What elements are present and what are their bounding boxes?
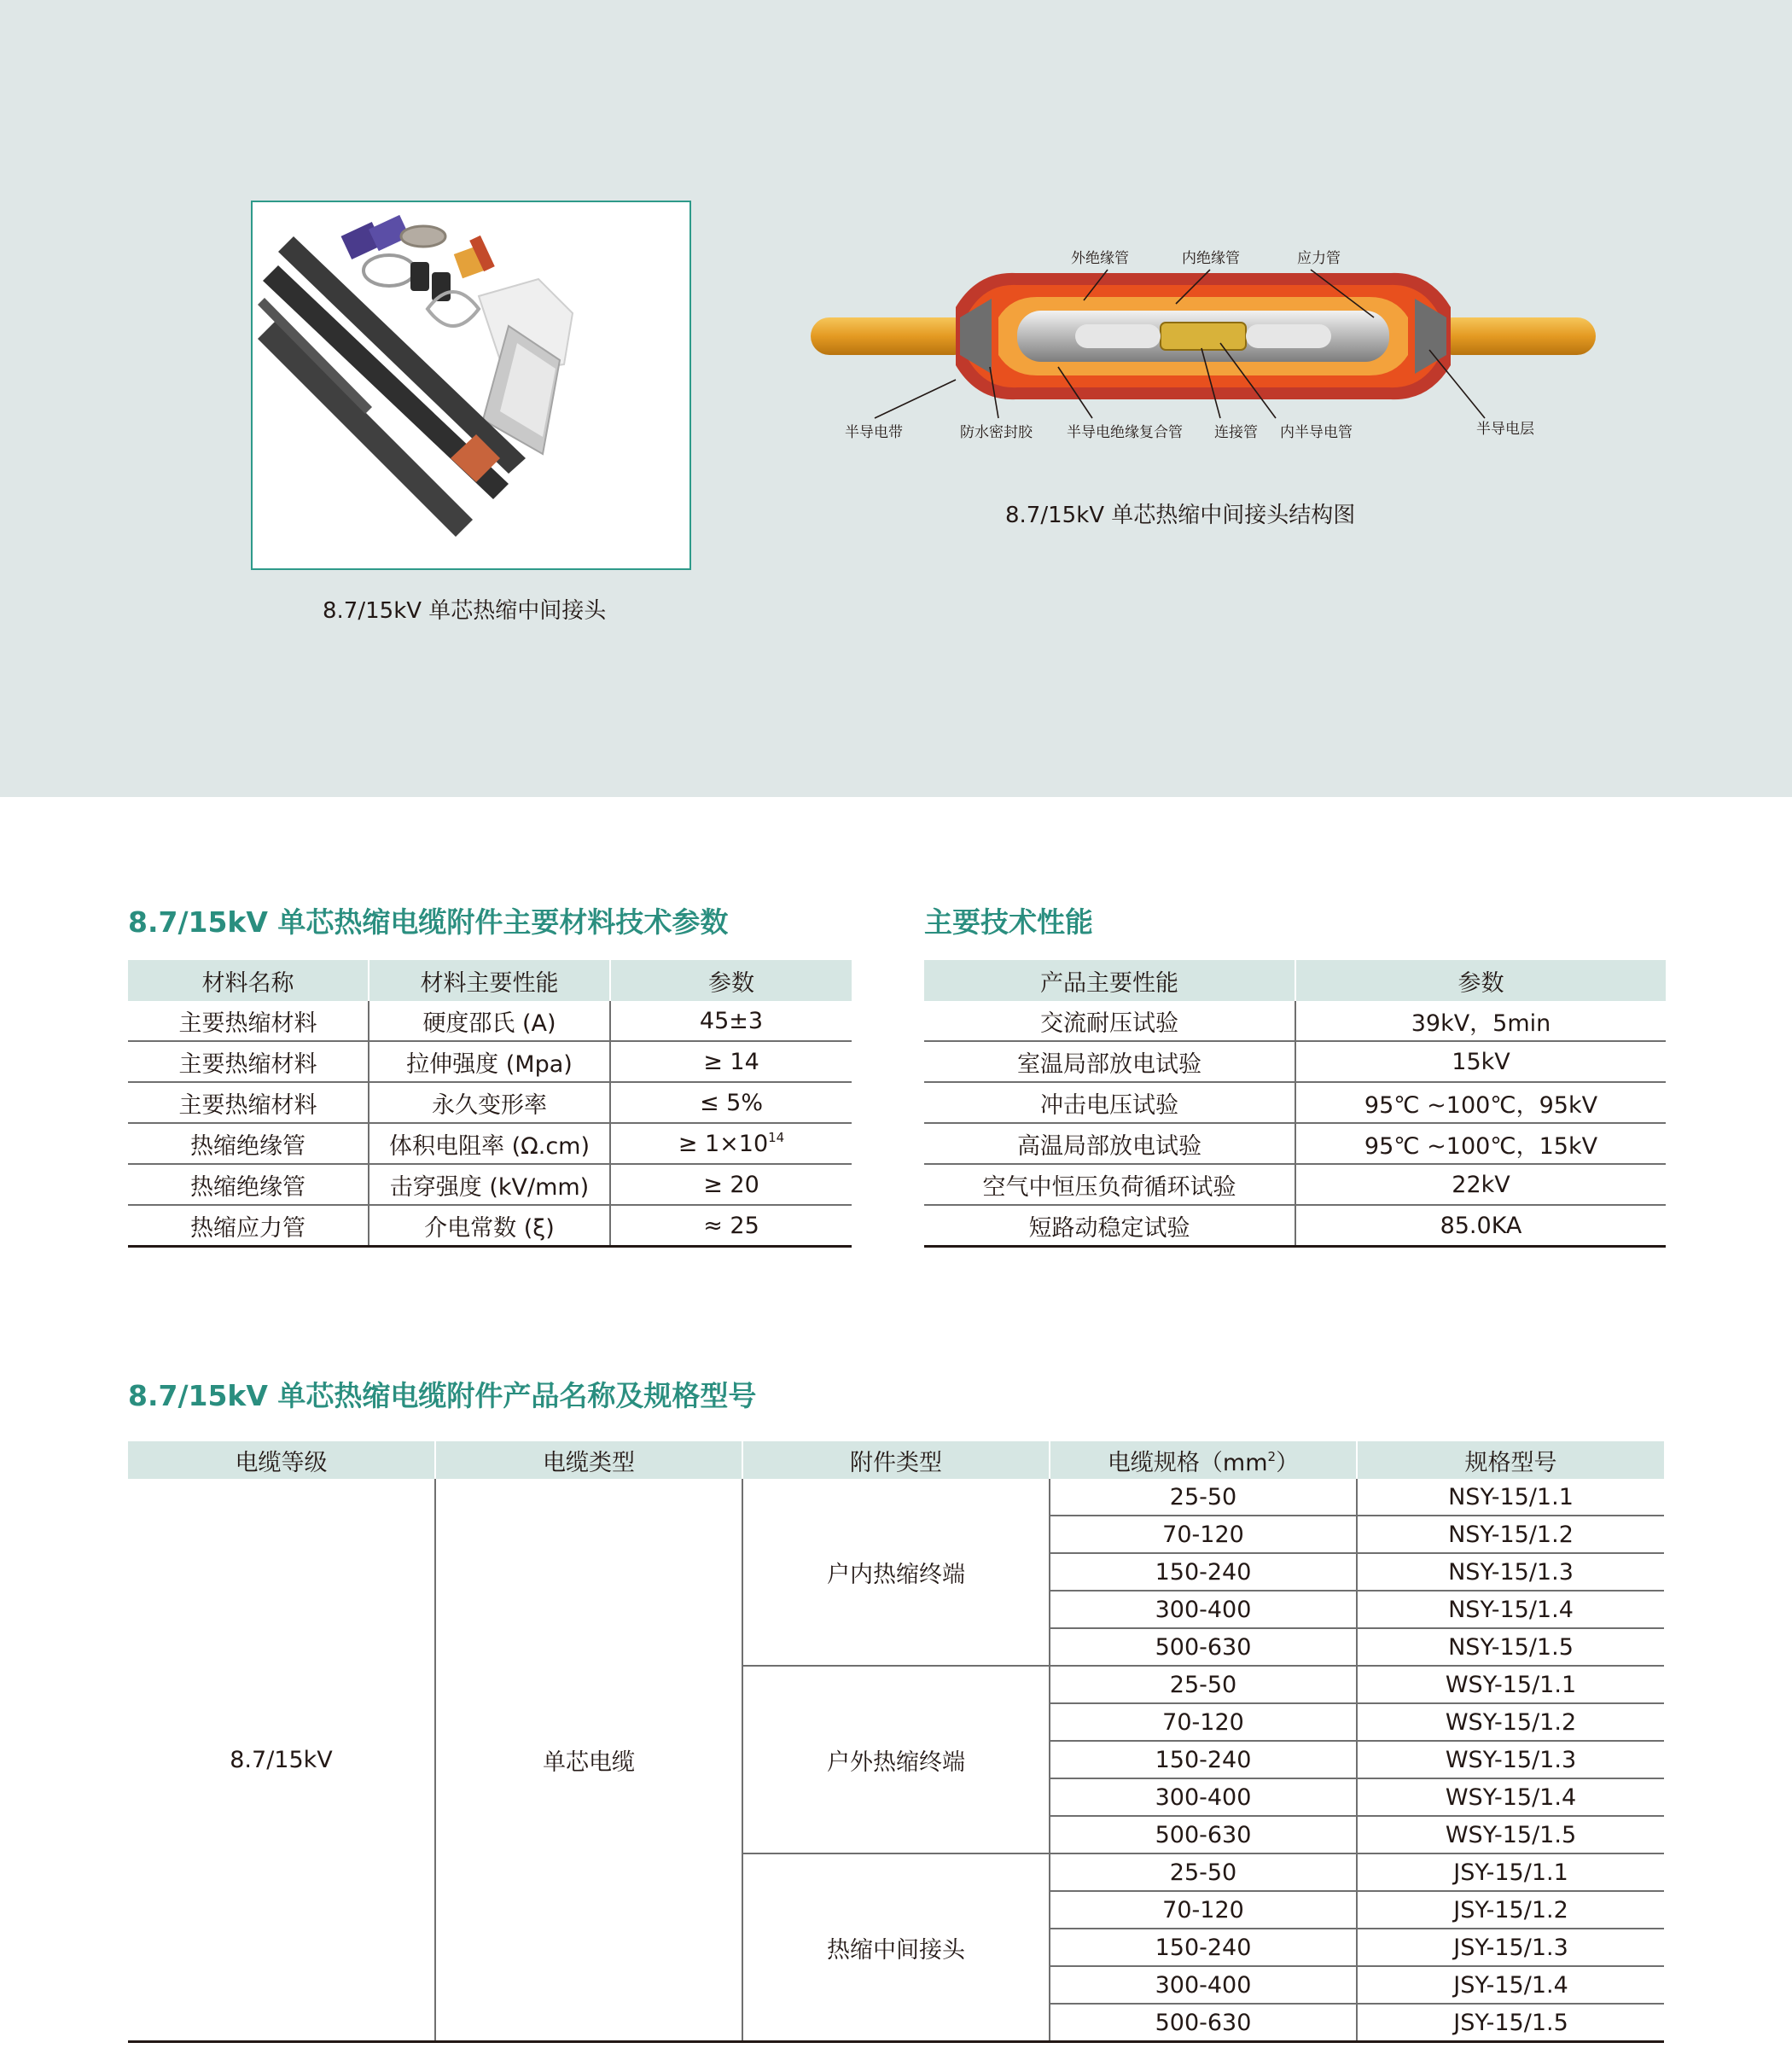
models-table — [128, 1441, 1664, 2043]
diagram-caption: 8.7/15kV 单芯热缩中间接头结构图 — [1005, 503, 1356, 528]
resistivity-exponent: 14 — [768, 1130, 785, 1145]
table-row — [924, 1082, 1666, 1123]
header-cable-spec-close: ） — [1276, 1449, 1300, 1476]
accessory-type-indoor: 户内热缩终端 — [742, 1479, 1050, 1666]
right-cable — [1434, 317, 1596, 355]
performance-item: 交流耐压试验 — [924, 1001, 1295, 1041]
model-number: NSY-15/1.3 — [1357, 1553, 1664, 1591]
cable-spec: 25-50 — [1050, 1479, 1357, 1516]
performance-section-title: 主要技术性能 — [924, 905, 1093, 939]
cable-spec: 70-120 — [1050, 1703, 1357, 1741]
material-value: ≤ 5% — [610, 1082, 852, 1123]
materials-header-value: 参数 — [610, 960, 852, 1001]
header-cable-type: 电缆类型 — [435, 1441, 742, 1479]
cable-level-cell: 8.7/15kV — [128, 1479, 435, 2042]
performance-value: 15kV — [1295, 1041, 1666, 1082]
cable-spec: 25-50 — [1050, 1853, 1357, 1891]
material-value: ≥ 14 — [610, 1041, 852, 1082]
model-number: NSY-15/1.1 — [1357, 1479, 1664, 1516]
cable-spec: 300-400 — [1050, 1591, 1357, 1628]
cable-spec: 70-120 — [1050, 1891, 1357, 1929]
material-name: 热缩绝缘管 — [128, 1123, 369, 1164]
header-cable-spec — [1050, 1441, 1357, 1479]
material-value: 45±3 — [610, 1001, 852, 1041]
models-header-row — [128, 1441, 1664, 1479]
cable-spec: 25-50 — [1050, 1666, 1357, 1703]
cable-spec: 500-630 — [1050, 1628, 1357, 1666]
material-name: 主要热缩材料 — [128, 1082, 369, 1123]
performance-header-row — [924, 960, 1666, 1001]
material-name: 热缩绝缘管 — [128, 1164, 369, 1205]
table-row — [924, 1001, 1666, 1041]
label-semiconductive-layer: 半导电层 — [1476, 421, 1534, 438]
model-number: WSY-15/1.5 — [1357, 1816, 1664, 1853]
label-semiconductive-tape: 半导电带 — [845, 424, 903, 441]
materials-header-name: 材料名称 — [128, 960, 369, 1001]
model-number: NSY-15/1.4 — [1357, 1591, 1664, 1628]
material-name: 热缩应力管 — [128, 1205, 369, 1247]
table-row — [924, 1205, 1666, 1247]
materials-section-title: 8.7/15kV 单芯热缩电缆附件主要材料技术参数 — [128, 905, 729, 939]
cable-type-cell: 单芯电缆 — [435, 1479, 742, 2042]
table-row — [128, 1479, 1664, 1516]
model-number: WSY-15/1.2 — [1357, 1703, 1664, 1741]
label-semi-insulation-composite-tube: 半导电绝缘复合管 — [1067, 424, 1183, 441]
table-row — [924, 1123, 1666, 1164]
cable-spec: 150-240 — [1050, 1553, 1357, 1591]
performance-item: 冲击电压试验 — [924, 1082, 1295, 1123]
table-row — [128, 1123, 852, 1164]
accessory-type-outdoor: 户外热缩终端 — [742, 1666, 1050, 1853]
cable-spec: 500-630 — [1050, 1816, 1357, 1853]
material-property: 硬度邵氏 (A) — [369, 1001, 610, 1041]
material-value — [610, 1123, 852, 1164]
product-photo — [251, 201, 691, 570]
heat-shrink-kit-illustration — [253, 202, 689, 568]
cable-spec: 150-240 — [1050, 1929, 1357, 1966]
header-cable-level: 电缆等级 — [128, 1441, 435, 1479]
table-row — [128, 1205, 852, 1247]
material-value: ≥ 20 — [610, 1164, 852, 1205]
model-number: JSY-15/1.4 — [1357, 1966, 1664, 2004]
performance-item: 室温局部放电试验 — [924, 1041, 1295, 1082]
materials-header-property: 材料主要性能 — [369, 960, 610, 1001]
model-number: WSY-15/1.3 — [1357, 1741, 1664, 1778]
joint-structure-diagram — [794, 239, 1613, 461]
table-row — [924, 1041, 1666, 1082]
label-waterproof-sealant: 防水密封胶 — [960, 424, 1033, 441]
model-number: JSY-15/1.3 — [1357, 1929, 1664, 1966]
material-value: ≈ 25 — [610, 1205, 852, 1247]
material-property: 介电常数 (ξ) — [369, 1205, 610, 1247]
table-row — [924, 1164, 1666, 1205]
cable-spec: 150-240 — [1050, 1741, 1357, 1778]
model-number: JSY-15/1.5 — [1357, 2004, 1664, 2042]
table-row — [128, 1001, 852, 1041]
performance-value: 85.0KA — [1295, 1205, 1666, 1247]
performance-header-value: 参数 — [1295, 960, 1666, 1001]
performance-value: 95℃ ~100℃，95kV — [1295, 1082, 1666, 1123]
performance-value: 22kV — [1295, 1164, 1666, 1205]
header-model-number: 规格型号 — [1357, 1441, 1664, 1479]
performance-header-item: 产品主要性能 — [924, 960, 1295, 1001]
performance-item: 高温局部放电试验 — [924, 1123, 1295, 1164]
accessory-type-joint: 热缩中间接头 — [742, 1853, 1050, 2042]
model-number: JSY-15/1.2 — [1357, 1891, 1664, 1929]
cable-spec: 300-400 — [1050, 1966, 1357, 2004]
label-outer-insulation-tube: 外绝缘管 — [1071, 250, 1129, 267]
table-row — [128, 1041, 852, 1082]
label-connecting-tube: 连接管 — [1214, 424, 1258, 441]
table-row — [128, 1164, 852, 1205]
cable-spec: 500-630 — [1050, 2004, 1357, 2042]
cable-spec: 300-400 — [1050, 1778, 1357, 1816]
label-stress-tube: 应力管 — [1297, 250, 1341, 267]
model-number: NSY-15/1.2 — [1357, 1516, 1664, 1553]
model-number: JSY-15/1.1 — [1357, 1853, 1664, 1891]
header-accessory-type: 附件类型 — [742, 1441, 1050, 1479]
material-property: 击穿强度 (kV/mm) — [369, 1164, 610, 1205]
model-number: WSY-15/1.1 — [1357, 1666, 1664, 1703]
cable-spec: 70-120 — [1050, 1516, 1357, 1553]
label-inner-semiconductive-tube: 内半导电管 — [1280, 424, 1353, 441]
model-number: NSY-15/1.5 — [1357, 1628, 1664, 1666]
materials-header-row — [128, 960, 852, 1001]
table-row — [128, 1082, 852, 1123]
models-section-title: 8.7/15kV 单芯热缩电缆附件产品名称及规格型号 — [128, 1379, 757, 1412]
performance-item: 空气中恒压负荷循环试验 — [924, 1164, 1295, 1205]
resistivity-value: ≥ 1×10 — [678, 1131, 769, 1157]
performance-item: 短路动稳定试验 — [924, 1205, 1295, 1247]
material-property: 永久变形率 — [369, 1082, 610, 1123]
connecting-tube — [1161, 323, 1246, 350]
material-name: 主要热缩材料 — [128, 1001, 369, 1041]
materials-table — [128, 960, 852, 1248]
performance-table — [924, 960, 1666, 1248]
material-property: 体积电阻率 (Ω.cm) — [369, 1123, 610, 1164]
label-inner-insulation-tube: 内绝缘管 — [1182, 250, 1240, 267]
header-cable-spec-text: 电缆规格（mm — [1107, 1449, 1268, 1476]
performance-value: 95℃ ~100℃，15kV — [1295, 1123, 1666, 1164]
material-property: 拉伸强度 (Mpa) — [369, 1041, 610, 1082]
photo-caption: 8.7/15kV 单芯热缩中间接头 — [323, 598, 607, 624]
model-number: WSY-15/1.4 — [1357, 1778, 1664, 1816]
header-cable-spec-sup: 2 — [1267, 1448, 1277, 1464]
left-cable — [811, 317, 973, 355]
performance-value: 39kV，5min — [1295, 1001, 1666, 1041]
material-name: 主要热缩材料 — [128, 1041, 369, 1082]
